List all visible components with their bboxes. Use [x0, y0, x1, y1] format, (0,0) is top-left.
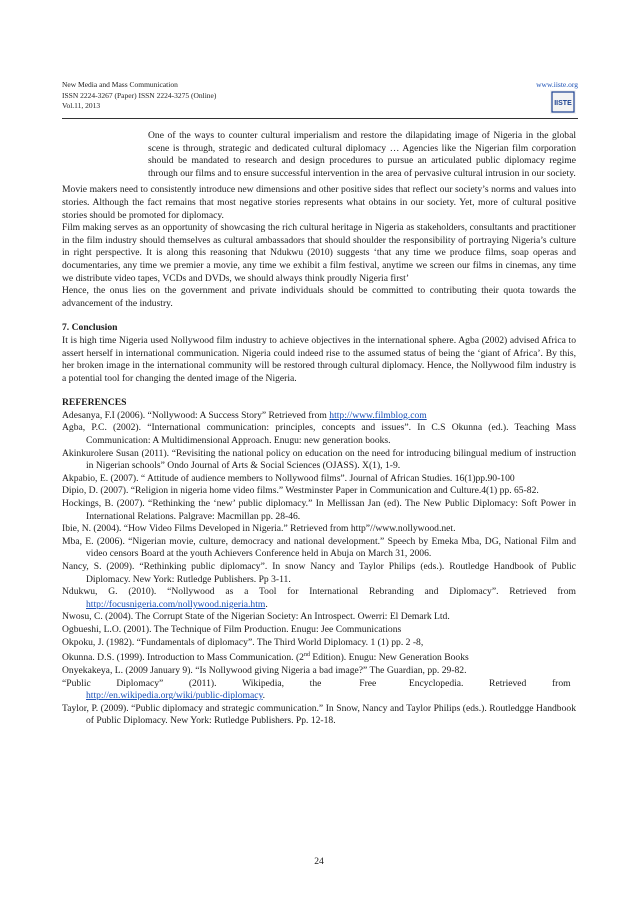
paragraph-1: Movie makers need to consistently introduce new dimensions and other positive sides that reflect our society’s norms and values into stories. Although the fact remains that most negative stories represents what obtains in our society. Yet, more of cultural positive stories should be promoted for diplomacy.: [62, 184, 576, 221]
reference-item: Adesanya, F.I (2006). “Nollywood: A Success Story” Retrieved from http://www.filmblog.com: [62, 409, 427, 421]
reference-item: Nancy, S. (2009). “Rethinking public diplomacy”. In snow Nancy and Taylor Philips (eds.). Routledge Handbook of Public Diplomacy. New York: Rutledge Publishers. Pp 3-11.: [62, 561, 576, 585]
paragraph-3: Hence, the onus lies on the government and private individuals should be committed to contributing their quota towards the advancement of the industry.: [62, 285, 576, 309]
reference-item: Nwosu, C. (2004). The Corrupt State of the Nigerian Society: An Introspect. Owerri: El Demark Ltd.: [62, 611, 450, 623]
conclusion-heading: 7. Conclusion: [62, 322, 118, 334]
reference-item: Taylor, P. (2009). “Public diplomacy and strategic communication.” In Snow, Nancy and Taylor Philips (eds.). Routledgge Handbook of Public Diplomacy. New York: Rutledge Publishers. Pp. 12-18.: [62, 702, 576, 727]
journal-title: New Media and Mass Communication: [62, 80, 178, 89]
reference-item: Ogbueshi, L.O. (2001). The Technique of Film Production. Enugu: Jee Communications: [62, 623, 402, 635]
reference-item: Onyekakeya, L. (2009 January 9). “Is Nollywood giving Nigeria a bad image?” The Guardian, pp. 29-82.: [62, 664, 467, 676]
reference-spread-line: “Public Diplomacy” (2011). Wikipedia, the Free Encyclopedia. Retrieved from: [62, 677, 571, 689]
reference-item: Okunna. D.S. (1999). Introduction to Mass Communication. (2nd Edition). Enugu: New Generation Books: [62, 652, 469, 664]
reference-item: Ndukwu, G. (2010). “Nollywood as a Tool for International Rebranding and Diplomacy”. Retrieved from http://focusnigeria.com/nollywood.nigeria.htm.: [62, 586, 576, 610]
reference-item: “Public Diplomacy” (2011). Wikipedia, the Free Encyclopedia. Retrieved from http://en.wikipedia.org/wiki/public-diplomacy.: [62, 678, 576, 703]
issn-line: ISSN 2224-3267 (Paper) ISSN 2224-3275 (Online): [62, 90, 217, 100]
paragraph-2: Film making serves as an opportunity of showcasing the rich cultural heritage in Nigeria as stakeholders, consultants and practitioner in the film industry should themselves as cultural ambassadors that should shoulder the responsibility of portraying Nigeria’s culture in right perspective. It is along this reasoning that Ndukwu (2010) suggests ‘that any time we produce films, soap operas and documentaries, any time we premier a movie, any time we exhibit a film festival, anytime we screen our films in cinemas, any time we distribute video tapes, VCDs and DVDs, we should always think proudly Nigeria first’: [62, 222, 576, 284]
conclusion-text: It is high time Nigeria used Nollywood film industry to achieve objectives in the international sphere. Agba (2002) advised Africa to assert herself in international communication. Nigeria could indeed rise to the assumed status of being the ‘giant of Africa’. By this, her broken image in the international community will be restored through cultural diplomacy. Hence, the Nollywood film industry is a potential tool for changing the dented image of the Nigeria.: [62, 334, 576, 384]
site-link[interactable]: www.iiste.org: [536, 80, 578, 89]
reference-item: Ibie, N. (2004). “How Video Films Developed in Nigeria.” Retrieved from http”//www.nollywood.net.: [62, 523, 456, 535]
logo-text: IISTE: [554, 100, 572, 107]
page-header: [62, 80, 578, 112]
page-number: 24: [314, 856, 324, 867]
reference-link[interactable]: http://focusnigeria.com/nollywood.nigeria.htm: [86, 598, 266, 610]
reference-link[interactable]: http://www.filmblog.com: [329, 409, 427, 421]
reference-item: Dipio, D. (2007). “Religion in nigeria home video films.” Westminster Paper in Communication and Culture.4(1) pp. 65-82.: [62, 485, 539, 497]
volume-line: Vol.11, 2013: [62, 101, 101, 110]
reference-item: Hockings, B. (2007). “Rethinking the ‘new’ public diplomacy.” In Mellissan Jan (ed). The New Public Diplomacy: Soft Power in International Relations. Palgrave: Macmillan pp. 28-46.: [62, 498, 576, 522]
reference-item: Akinkurolere Susan (2011). “Revisiting the national policy on education on the need for introducing bilingual medium of instruction in Nigerian schools” Ondo Journal of Arts & Social Sciences (OJASS). X(1), 1-9.: [62, 447, 576, 472]
reference-item: Akpabio, E. (2007). “ Attitude of audience members to Nollywood films”. Journal of African Studies. 16(1)pp.90-100: [62, 472, 515, 484]
header-rule: [62, 118, 578, 119]
reference-link[interactable]: http://en.wikipedia.org/wiki/public-diplomacy: [86, 690, 263, 702]
block-quote: One of the ways to counter cultural imperialism and restore the dilapidating image of Nigeria in the global scene is through, strategic and dedicated cultural diplomacy … Agencies like the Nigerian film corporation should be mandated to research and design procedures to pursue an articulated public diplomacy regime through our films and to ensure successful intervention in the area of pervasive cultural intrusion in our society.: [148, 130, 576, 179]
reference-item: Mba, E. (2006). “Nigerian movie, culture, democracy and national development.” Speech by Emeka Mba, DG, National Film and video censors Board at the youth Achievers Conference held in Abuja on March 31, 2006.: [62, 535, 576, 560]
reference-item: Okpoku, J. (1982). “Fundamentals of diplomacy”. The Third World Diplomacy. 1 (1) pp. 2 -8,: [62, 636, 424, 648]
reference-item: Agba, P.C. (2002). “International communication: principles, concepts and issues”. In C.S Okunna (ed.). Teaching Mass Communication: A Multidimensional Approach. Enugu: new generation books.: [62, 422, 576, 447]
iiste-logo: [550, 90, 576, 114]
page-content: [62, 130, 576, 728]
references-heading: REFERENCES: [62, 397, 127, 409]
